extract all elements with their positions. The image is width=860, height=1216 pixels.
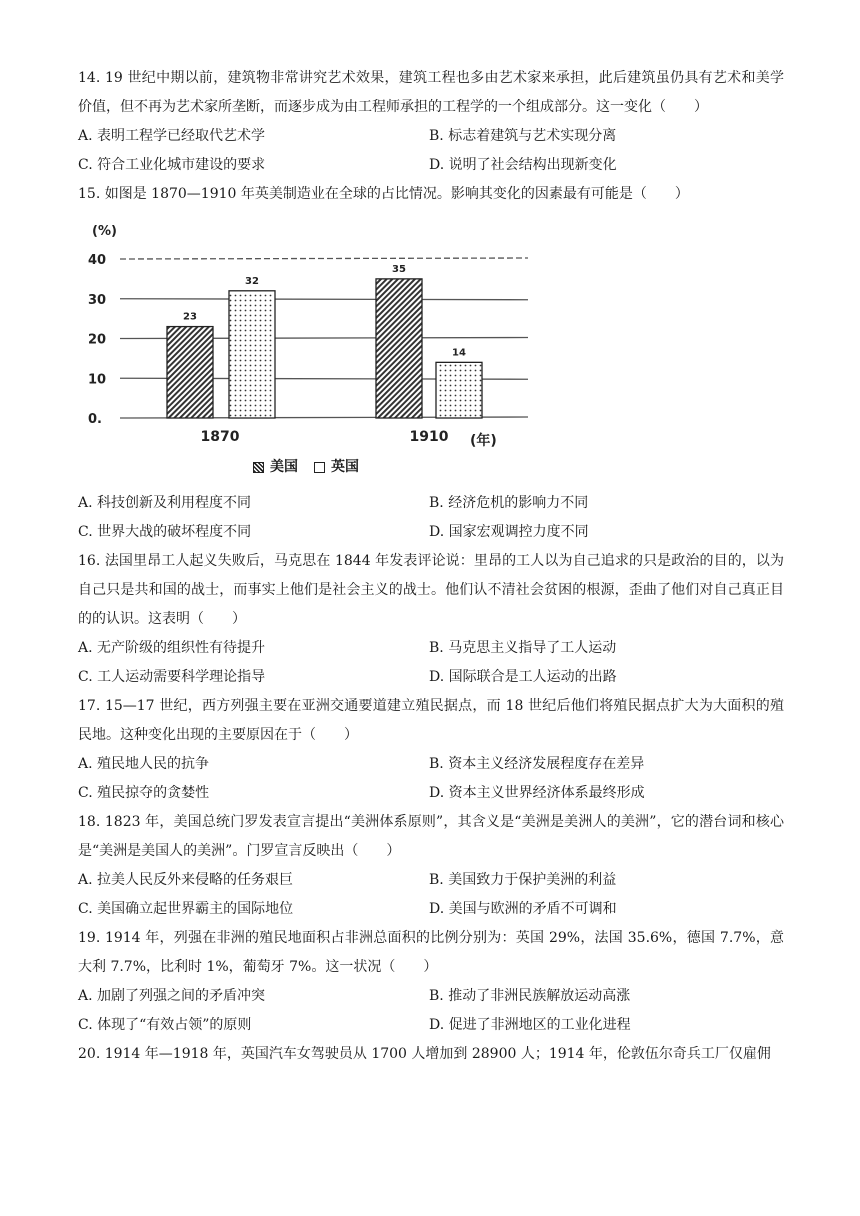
- chart-legend: [253, 453, 359, 482]
- gridline: [120, 299, 528, 300]
- legend-swatch-us: [253, 462, 264, 473]
- y-tick-label: 20: [88, 332, 107, 348]
- question-stem: 14. 19 世纪中期以前，建筑物非常讲究艺术效果，建筑工程也多由艺术家来承担，此后建筑虽仍具有艺术和美学价值，但不再为艺术家所垄断，而逐步成为由工程师承担的工程学的一个组成部分。这一变化（ ）: [78, 70, 784, 115]
- options: [78, 750, 784, 808]
- option-c: C. 符合工业化城市建设的要求: [78, 157, 266, 173]
- legend-swatch-uk: [314, 462, 325, 473]
- question-stem: 17. 15—17 世纪，西方列强主要在亚洲交通要道建立殖民据点，而 18 世纪后他们将殖民据点扩大为大面积的殖民地。这种变化出现的主要原因在于（ ）: [78, 698, 784, 743]
- question-14: [78, 64, 784, 180]
- bar-us-1910: [376, 279, 422, 418]
- bar-data-label: 32: [245, 275, 259, 287]
- bar-uk-1910: [436, 362, 482, 418]
- options: [78, 982, 784, 1040]
- question-stem: 20. 1914 年—1918 年，英国汽车女驾驶员从 1700 人增加到 28900 人；1914 年，伦敦伍尔奇兵工厂仅雇佣: [78, 1046, 771, 1062]
- option-c: C. 体现了“有效占领”的原则: [78, 1017, 252, 1033]
- question-15: [78, 180, 784, 547]
- y-tick-label: 0.: [88, 412, 102, 427]
- question-stem: 15. 如图是 1870—1910 年英美制造业在全球的占比情况。影响其变化的因素最有可能是（ ）: [78, 186, 689, 202]
- option-b: B. 经济危机的影响力不同: [429, 495, 589, 511]
- y-tick-label: 40: [88, 253, 107, 268]
- question-18: [78, 808, 784, 924]
- gridline: [120, 258, 528, 259]
- option-a: A. 拉美人民反外来侵略的任务艰巨: [78, 872, 294, 888]
- x-unit-label: (年): [470, 433, 497, 449]
- bar-data-label: 14: [452, 347, 466, 359]
- options: [78, 634, 784, 692]
- option-a: A. 加剧了列强之间的矛盾冲突: [78, 988, 266, 1004]
- option-c: C. 殖民掠夺的贪婪性: [78, 785, 210, 801]
- x-category-label: 1870: [200, 429, 240, 445]
- option-d: D. 资本主义世界经济体系最终形成: [429, 785, 645, 801]
- exam-page: [78, 64, 784, 1069]
- option-a: A. 无产阶级的组织性有待提升: [78, 640, 266, 656]
- options: [78, 866, 784, 924]
- option-a: A. 殖民地人民的抗争: [78, 756, 210, 772]
- y-unit-label: (%): [92, 224, 117, 239]
- question-17: [78, 692, 784, 808]
- question-16: [78, 547, 784, 692]
- option-d: D. 说明了社会结构出现新变化: [429, 157, 617, 173]
- bar-us-1870: [167, 327, 213, 418]
- manufacturing-share-chart: [78, 213, 784, 489]
- options: [78, 122, 784, 180]
- legend-label-us: 美国: [270, 459, 298, 475]
- option-b: B. 美国致力于保护美洲的利益: [429, 872, 617, 888]
- option-b: B. 马克思主义指导了工人运动: [429, 640, 617, 656]
- option-a: A. 表明工程学已经取代艺术学: [78, 128, 266, 144]
- bar-uk-1870: [229, 291, 275, 418]
- option-b: B. 推动了非洲民族解放运动高涨: [429, 988, 631, 1004]
- question-19: [78, 924, 784, 1040]
- question-stem: 19. 1914 年，列强在非洲的殖民地面积占非洲总面积的比例分别为：英国 29%，法国 35.6%，德国 7.7%，意大利 7.7%，比利时 1%，葡萄牙 7%。这一状况（ ）: [78, 930, 784, 975]
- option-d: D. 国家宏观调控力度不同: [429, 524, 589, 540]
- question-stem: 18. 1823 年，美国总统门罗发表宣言提出“美洲体系原则”，其含义是“美洲是美洲人的美洲”，它的潜台词和核心是“美洲是美国人的美洲”。门罗宣言反映出（ ）: [78, 814, 784, 859]
- option-d: D. 美国与欧洲的矛盾不可调和: [429, 901, 617, 917]
- option-d: D. 促进了非洲地区的工业化进程: [429, 1017, 631, 1033]
- question-20: [78, 1040, 784, 1069]
- option-b: B. 资本主义经济发展程度存在差异: [429, 756, 645, 772]
- bar-data-label: 23: [183, 311, 197, 323]
- option-c: C. 工人运动需要科学理论指导: [78, 669, 266, 685]
- bar-data-label: 35: [392, 263, 406, 275]
- legend-label-uk: 英国: [331, 459, 359, 475]
- option-b: B. 标志着建筑与艺术实现分离: [429, 128, 617, 144]
- option-d: D. 国际联合是工人运动的出路: [429, 669, 617, 685]
- option-a: A. 科技创新及利用程度不同: [78, 495, 252, 511]
- y-tick-label: 30: [88, 292, 107, 308]
- question-stem: 16. 法国里昂工人起义失败后，马克思在 1844 年发表评论说：里昂的工人以为自己追求的只是政治的目的，以为自己只是共和国的战士，而事实上他们是社会主义的战士。他们认不清社会贫困的根源，歪曲了他们对自己真正目的的认识。这表明（ ）: [78, 553, 784, 627]
- y-tick-label: 10: [88, 372, 107, 388]
- option-c: C. 美国确立起世界霸主的国际地位: [78, 901, 294, 917]
- bar-chart: [78, 213, 548, 451]
- options: [78, 489, 784, 547]
- x-category-label: 1910: [409, 429, 449, 445]
- option-c: C. 世界大战的破坏程度不同: [78, 524, 252, 540]
